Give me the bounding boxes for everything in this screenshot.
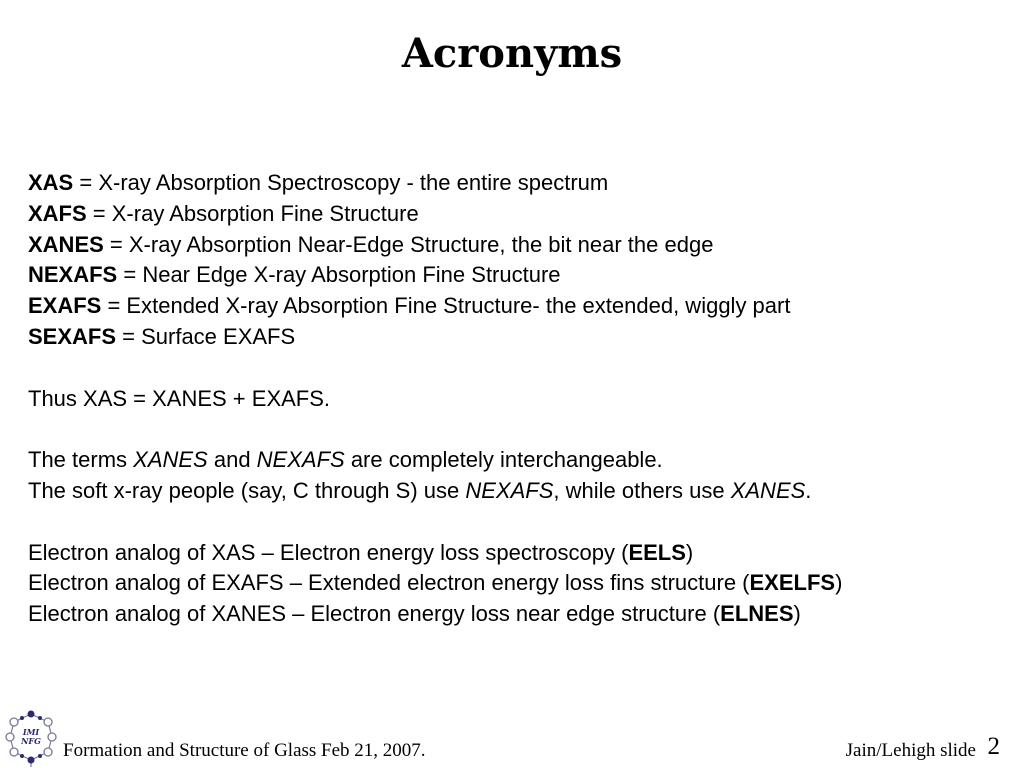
term: SEXAFS (28, 323, 117, 349)
text-run: , while others use (553, 477, 731, 503)
electron-analog-exafs (28, 568, 1008, 599)
electron-analog-xanes (28, 599, 1008, 630)
text-run: Electron analog of XANES – Electron energy loss near edge structure ( (28, 601, 721, 627)
definition-xanes (28, 230, 1008, 261)
text-run: ) (793, 601, 801, 627)
slide-title: Acronyms (401, 30, 623, 77)
text-run: The terms (28, 447, 134, 473)
definition-text: = Surface EXAFS (116, 323, 296, 349)
definition-nexafs (28, 260, 1008, 291)
spacer (28, 414, 1008, 445)
acronym: EXELFS (749, 570, 836, 596)
italic-term: XANES (730, 477, 806, 503)
text-run: The soft x-ray people (say, C through S) use (28, 477, 466, 503)
definition-text: = X-ray Absorption Fine Structure (86, 200, 419, 226)
term: EXAFS (28, 293, 102, 319)
terms-line (28, 445, 1008, 476)
acronym: ELNES (720, 601, 794, 627)
text-run: ) (835, 570, 843, 596)
term: NEXAFS (28, 262, 118, 288)
acronym: EELS (628, 539, 686, 565)
spacer (28, 507, 1008, 538)
text-run: are completely interchangeable. (344, 447, 663, 473)
text-run: Electron analog of EXAFS – Extended electron energy loss fins structure ( (28, 570, 750, 596)
definition-xafs (28, 199, 1008, 230)
spacer (28, 353, 1008, 384)
definition-exafs (28, 291, 1008, 322)
slide-number: 2 (987, 733, 1000, 760)
softxray-line (28, 476, 1008, 507)
text-run: Electron analog of XAS – Electron energy loss spectroscopy ( (28, 539, 629, 565)
equation-line: Thus XAS = XANES + EXAFS. (28, 385, 331, 411)
italic-term: NEXAFS (465, 477, 554, 503)
footer-event-text: Formation and Structure of Glass Feb 21, 2007. (63, 740, 426, 761)
electron-analog-xas (28, 538, 1008, 569)
term: XANES (28, 231, 104, 257)
italic-term: NEXAFS (256, 447, 345, 473)
text-run: ) (685, 539, 694, 565)
definition-text: = X-ray Absorption Near-Edge Structure, the bit near the edge (103, 231, 714, 257)
italic-term: XANES (133, 447, 208, 473)
logo-text-bottom: NFG (21, 736, 41, 746)
imi-nfg-logo-icon (2, 706, 60, 768)
footer-author-text: Jain/Lehigh slide (845, 740, 976, 761)
definition-text: = X-ray Absorption Spectroscopy - the entire spectrum (73, 170, 609, 195)
definition-sexafs (28, 322, 1008, 353)
definition-xas (28, 168, 1008, 199)
text-run: . (805, 477, 812, 503)
logo-text-top: IMI (22, 727, 40, 737)
term: XAS (28, 170, 74, 195)
term: XAFS (28, 200, 87, 226)
definition-text: = Near Edge X-ray Absorption Fine Structure (117, 262, 561, 288)
slide-body (28, 168, 1008, 630)
text-run: and (207, 447, 257, 473)
definition-text: = Extended X-ray Absorption Fine Structure- the extended, wiggly part (101, 293, 791, 319)
